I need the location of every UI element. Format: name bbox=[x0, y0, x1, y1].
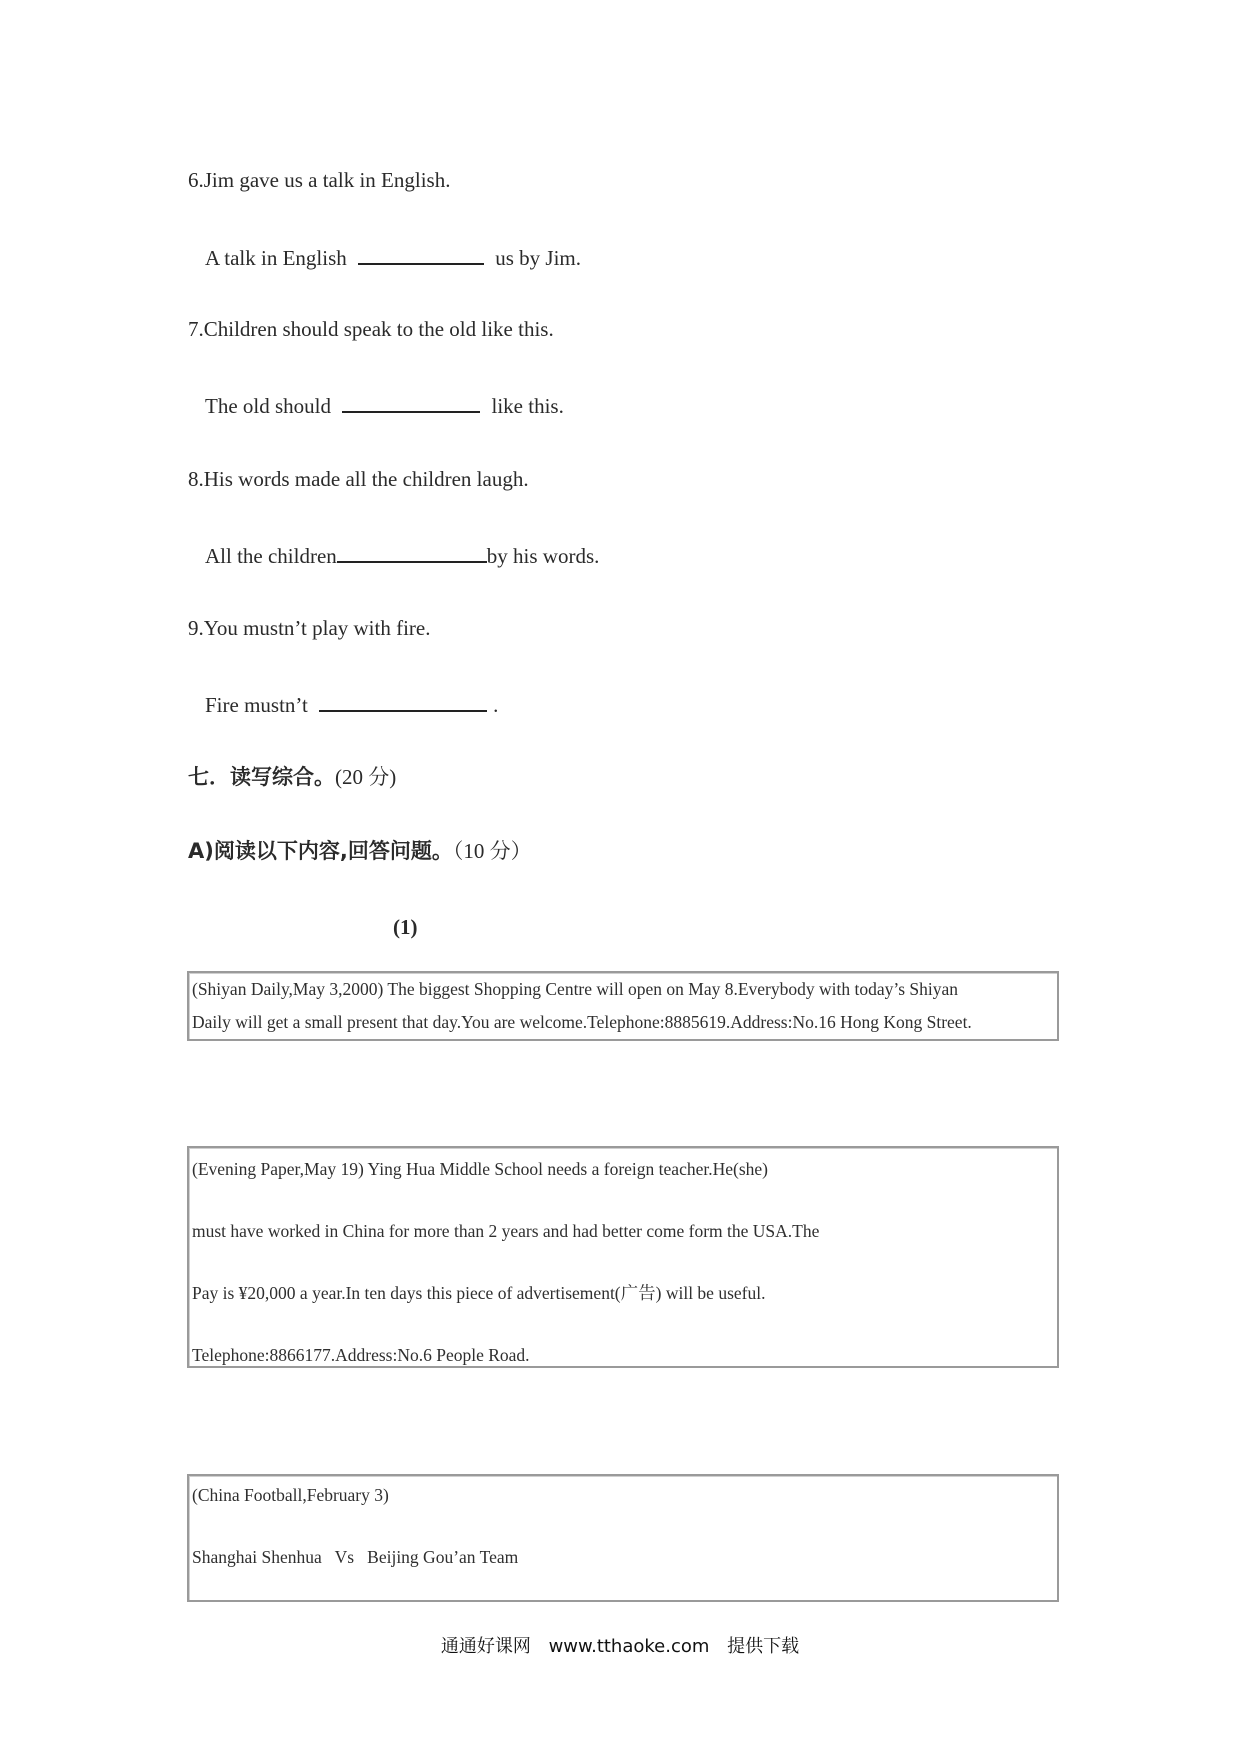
ad-box-china-football bbox=[187, 1474, 1059, 1602]
ad-2-line-4: Telephone:8866177.Address:No.6 People Road. bbox=[192, 1345, 530, 1365]
ad-3-line-2: Shanghai Shenhua Vs Beijing Gou’an Team bbox=[192, 1547, 519, 1567]
reading-subheading: (1) bbox=[393, 915, 418, 939]
question-8-blank[interactable] bbox=[337, 543, 487, 563]
section-7-title: 七．读写综合。 bbox=[188, 765, 335, 789]
question-7-answer-after: like this. bbox=[491, 394, 564, 418]
ad-box-evening-paper bbox=[187, 1146, 1059, 1368]
ad-2-line-1: (Evening Paper,May 19) Ying Hua Middle School needs a foreign teacher.He(she) bbox=[192, 1159, 768, 1179]
section-a-title: A)阅读以下内容,回答问题。 bbox=[188, 839, 453, 863]
footer bbox=[0, 1632, 1240, 1658]
question-6-blank[interactable] bbox=[358, 245, 484, 265]
section-7-heading bbox=[188, 767, 396, 788]
ad-2-line-2: must have worked in China for more than 2 years and had better come form the USA.The bbox=[192, 1221, 820, 1241]
question-8-prompt: 8.His words made all the children laugh. bbox=[188, 467, 529, 491]
question-7-answer-line bbox=[205, 393, 564, 417]
footer-url[interactable]: www.tthaoke.com bbox=[548, 1636, 710, 1657]
section-a-score: （10 分） bbox=[452, 839, 532, 863]
question-8-answer-before: All the children bbox=[205, 544, 337, 568]
question-9-blank[interactable] bbox=[319, 692, 487, 712]
section-a-heading bbox=[188, 841, 532, 862]
question-7-blank[interactable] bbox=[342, 393, 480, 413]
question-9-prompt: 9.You mustn’t play with fire. bbox=[188, 616, 431, 640]
question-9-answer-after: . bbox=[493, 693, 499, 717]
question-9-answer-before: Fire mustn’t bbox=[205, 693, 308, 717]
ad-3-line-1: (China Football,February 3) bbox=[192, 1485, 389, 1505]
question-8-answer-line bbox=[205, 543, 599, 567]
ad-1-line-2: Daily will get a small present that day.You are welcome.Telephone:8885619.Address:No.16 Hong Kong Street. bbox=[192, 1012, 972, 1032]
question-7-prompt: 7.Children should speak to the old like this. bbox=[188, 317, 554, 341]
question-6-answer-line bbox=[205, 245, 581, 269]
question-6-answer-before: A talk in English bbox=[205, 246, 347, 270]
section-7-score: (20 分) bbox=[335, 765, 397, 789]
ad-1-line-1: (Shiyan Daily,May 3,2000) The biggest Shopping Centre will open on May 8.Everybody with today’s Shiyan bbox=[192, 979, 959, 999]
question-9-answer-line bbox=[205, 692, 498, 716]
question-7-answer-before: The old should bbox=[205, 394, 331, 418]
question-6-prompt: 6.Jim gave us a talk in English. bbox=[188, 168, 451, 192]
footer-suffix: 提供下载 bbox=[727, 1636, 800, 1657]
ad-2-line-3: Pay is ¥20,000 a year.In ten days this piece of advertisement(广告) will be useful. bbox=[192, 1283, 766, 1303]
ad-box-shiyan-daily bbox=[187, 971, 1059, 1041]
question-8-answer-after: by his words. bbox=[486, 544, 600, 568]
footer-site-name: 通通好课网 bbox=[440, 1636, 531, 1657]
question-6-answer-after: us by Jim. bbox=[495, 246, 582, 270]
